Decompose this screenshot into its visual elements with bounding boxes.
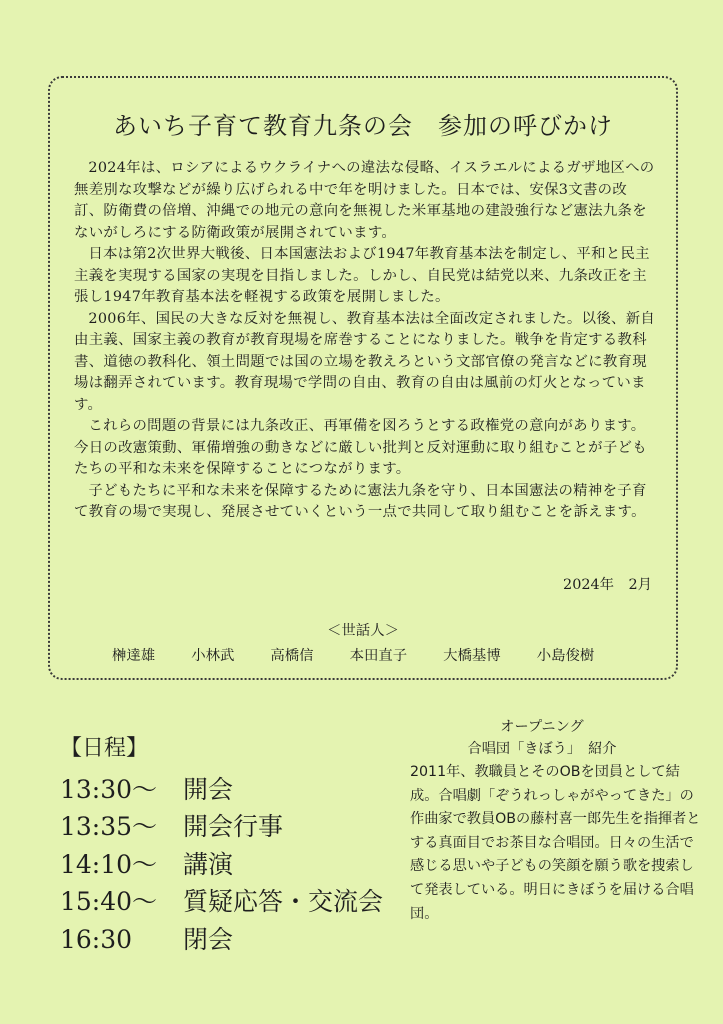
- schedule-heading: 【日程】: [60, 736, 149, 761]
- schedule-row: [60, 921, 383, 959]
- schedule-time: 13:35～: [60, 812, 158, 841]
- schedule-event: 開会行事: [183, 812, 284, 841]
- schedule-section: [60, 730, 383, 958]
- schedule-row: [60, 846, 383, 884]
- schedule-time: 16:30: [60, 924, 133, 954]
- schedule-row: [60, 883, 383, 921]
- organizer-name: 小林武: [191, 648, 235, 664]
- schedule-row: [60, 808, 383, 846]
- organizers-heading: ＜世話人＞: [327, 623, 399, 639]
- schedule-event: 閉会: [183, 924, 234, 954]
- organizer-name: 高橋信: [270, 648, 314, 664]
- call-to-action-box: [48, 76, 678, 680]
- schedule-event: 質疑応答・交流会: [183, 887, 384, 916]
- appeal-paragraph: 子どもたちに平和な未来を保障するために憲法九条を守り、日本国憲法の精神を子育て教育の場で実現し、発展させていくという一点で共同して取り組むことを訴えます。: [74, 482, 647, 520]
- choir-title: 合唱団「きぼう」 紹介: [467, 741, 617, 757]
- organizers-list: [112, 644, 594, 665]
- organizer-name: 本田直子: [349, 648, 408, 664]
- appeal-paragraph: 2006年、国民の大きな反対を無視し、教育基本法は全面改定されました。以後、新自由主義、国家主義の教育が教育現場を席巻することになりました。戦争を肯定する教科書、道徳の教科化、領土問題では国の立場を教えろという文部官僚の発言などに教育現場は翻弄されています。教育現場で学問の自由、教育の自由は風前の灯火となっています。: [74, 310, 656, 413]
- schedule-time: 13:30～: [60, 774, 158, 804]
- choir-description: 2011年、教職員とそのOBを団員として結成。合唱劇「ぞうれっしゃがやってきた」の作曲家で教員OBの藤村喜一郎先生を指揮者とする真面目でお茶目な合唱団。日々の生活で感じる思いや子どもの笑顔を願う歌を捜索して発表している。明日にきぼうを届ける合唱団。: [410, 764, 701, 922]
- page-title: あいち子育て教育九条の会 参加の呼びかけ: [113, 112, 613, 140]
- appeal-paragraph: 2024年は、ロシアによるウクライナへの違法な侵略、イスラエルによるガザ地区への無差別な攻撃などが繰り広げられる中で年を明けました。日本では、安保3文書の改訂、防衛費の倍増、沖縄での地元の意向を無視した米軍基地の建設強行など憲法九条をないがしろにする防衛政策が展開されています。: [74, 160, 655, 241]
- organizer-name: 大橋基博: [443, 648, 501, 664]
- schedule-row: [60, 771, 383, 809]
- appeal-paragraph: これらの問題の背景には九条改正、再軍備を図ろうとする政権党の意向があります。今日の改憲策動、軍備増強の動きなどに厳しい批判と反対運動に取り組むことが子どもたちの平和な未来を保障することにつながります。: [74, 418, 647, 477]
- schedule-time: 14:10～: [60, 849, 158, 879]
- choir-introduction: [410, 716, 700, 926]
- appeal-paragraph: 日本は第2次世界大戦後、日本国憲法および1947年教育基本法を制定し、平和と民主主義を実現する国家の実現を目指しました。しかし、自民党は結党以来、九条改正を主張し1947年教育基本法を軽視する政策を展開しました。: [74, 246, 650, 305]
- schedule-time: 15:40～: [60, 887, 158, 916]
- organizer-name: 小島俊樹: [536, 648, 595, 664]
- organizer-name: 榊達雄: [112, 648, 156, 664]
- appeal-date: 2024年 2月: [563, 577, 652, 593]
- schedule-event: 講演: [183, 849, 234, 879]
- choir-opening-label: オープニング: [500, 719, 584, 735]
- schedule-event: 開会: [183, 774, 234, 804]
- appeal-body: [74, 158, 656, 524]
